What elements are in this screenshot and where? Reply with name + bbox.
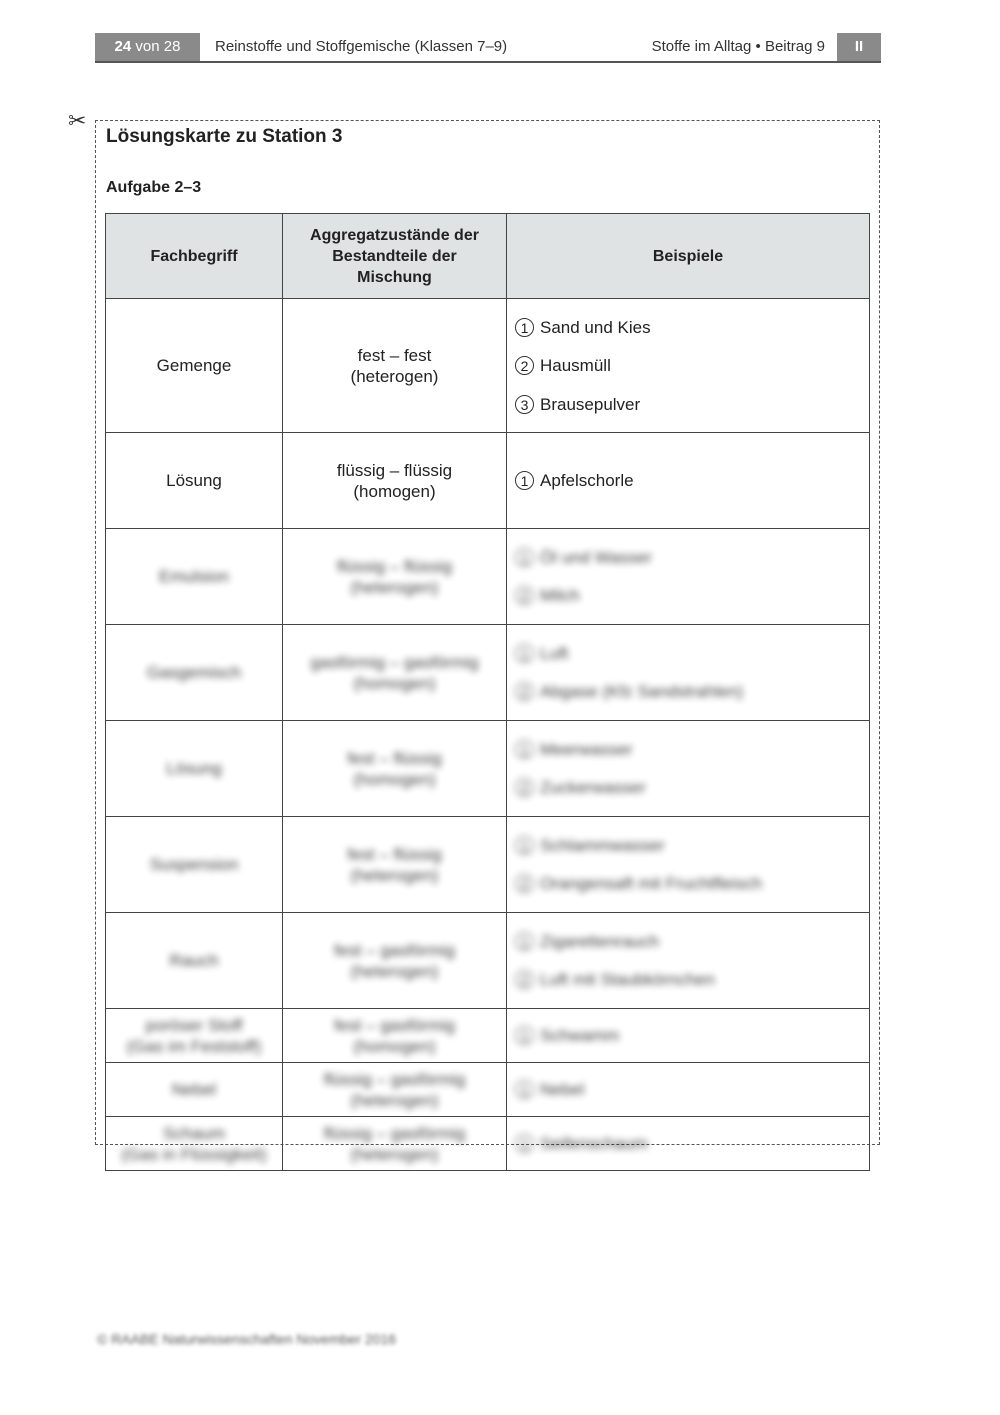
table-row <box>106 817 870 913</box>
example-item: 2 Orangensaft mit Fruchtfleisch <box>515 865 868 904</box>
table-row <box>106 299 870 433</box>
examples-cell <box>507 529 870 625</box>
examples-cell <box>507 817 870 913</box>
example-item: 1 Zigarettenrauch <box>515 922 868 961</box>
solution-table-wrapper <box>105 213 869 1171</box>
term-cell: Gasgemisch <box>106 625 283 721</box>
example-item: 1 Meerwasser <box>515 730 868 769</box>
state-cell: fest – gasförmig (homogen) <box>283 1009 507 1063</box>
series-title: Reinstoffe und Stoffgemische (Klassen 7–9) <box>215 38 508 55</box>
example-item: 1 Luft <box>515 634 868 673</box>
circled-number-icon: 1 <box>515 932 534 951</box>
example-item: 3 Brausepulver <box>515 385 868 424</box>
circled-number-icon: 3 <box>515 395 534 414</box>
circled-number-icon: 2 <box>515 682 534 701</box>
examples-cell <box>507 721 870 817</box>
term-cell: Nebel <box>106 1063 283 1117</box>
table-row <box>106 433 870 529</box>
circled-number-icon: 1 <box>515 1080 534 1099</box>
examples-cell <box>507 913 870 1009</box>
state-cell: fest – fest (heterogen) <box>283 299 507 433</box>
example-item: 2 Hausmüll <box>515 346 868 385</box>
examples-cell <box>507 299 870 433</box>
state-cell: flüssig – flüssig (homogen) <box>283 433 507 529</box>
page-number-badge: 24 von 28 <box>95 33 200 61</box>
term-cell: Schaum (Gas in Flüssigkeit) <box>106 1117 283 1171</box>
table-row <box>106 721 870 817</box>
state-cell: fest – flüssig (homogen) <box>283 721 507 817</box>
table-row <box>106 1009 870 1063</box>
examples-cell <box>507 433 870 529</box>
example-item: 1 Schlammwasser <box>515 826 868 865</box>
term-cell: Lösung <box>106 721 283 817</box>
solution-table <box>105 213 870 1171</box>
column-header-examples: Beispiele <box>507 214 870 299</box>
unit-title: Stoffe im Alltag • Beitrag 9 <box>651 38 825 55</box>
task-label: Aufgabe 2–3 <box>106 179 202 196</box>
example-item: 2 Abgase (Kfz Sandstrahlen) <box>515 673 868 712</box>
term-cell: Lösung <box>106 433 283 529</box>
table-row <box>106 625 870 721</box>
copyright-footer: © RAABE Naturwissenschaften November 2016 <box>97 1331 397 1347</box>
column-header-states: Aggregatzustände der Bestandteile der Mischung <box>283 214 507 299</box>
examples-cell <box>507 1117 870 1171</box>
circled-number-icon: 1 <box>515 318 534 337</box>
example-item: 1 Seifenschaum <box>515 1124 868 1163</box>
example-item: 1 Schwamm <box>515 1016 868 1055</box>
term-cell: Suspension <box>106 817 283 913</box>
level-badge: II <box>837 33 881 61</box>
state-cell: fest – flüssig (heterogen) <box>283 817 507 913</box>
example-item: 1 Sand und Kies <box>515 308 868 347</box>
state-cell: flüssig – gasförmig (heterogen) <box>283 1117 507 1171</box>
circled-number-icon: 2 <box>515 356 534 375</box>
state-cell: gasförmig – gasförmig (homogen) <box>283 625 507 721</box>
circled-number-icon: 1 <box>515 1026 534 1045</box>
circled-number-icon: 2 <box>515 778 534 797</box>
circled-number-icon: 1 <box>515 644 534 663</box>
circled-number-icon: 1 <box>515 740 534 759</box>
circled-number-icon: 1 <box>515 1134 534 1153</box>
state-cell: flüssig – flüssig (heterogen) <box>283 529 507 625</box>
page-header <box>95 33 881 63</box>
example-item: 2 Luft mit Staubkörnchen <box>515 961 868 1000</box>
term-cell: Emulsion <box>106 529 283 625</box>
table-row <box>106 529 870 625</box>
circled-number-icon: 1 <box>515 836 534 855</box>
table-row <box>106 1063 870 1117</box>
table-row <box>106 1117 870 1171</box>
circled-number-icon: 2 <box>515 586 534 605</box>
circled-number-icon: 1 <box>515 548 534 567</box>
table-header-row <box>106 214 870 299</box>
state-cell: flüssig – gasförmig (heterogen) <box>283 1063 507 1117</box>
example-item: 1 Apfelschorle <box>515 461 868 500</box>
example-item: 1 Öl und Wasser <box>515 538 868 577</box>
term-cell: Rauch <box>106 913 283 1009</box>
term-cell: Gemenge <box>106 299 283 433</box>
example-item: 2 Milch <box>515 577 868 616</box>
card-title: Lösungskarte zu Station 3 <box>106 126 343 147</box>
examples-cell <box>507 1063 870 1117</box>
example-item: 2 Zuckerwasser <box>515 769 868 808</box>
circled-number-icon: 1 <box>515 471 534 490</box>
scissors-icon: ✂ <box>68 108 87 133</box>
circled-number-icon: 2 <box>515 874 534 893</box>
examples-cell <box>507 1009 870 1063</box>
term-cell: poröser Stoff (Gas im Feststoff) <box>106 1009 283 1063</box>
table-row <box>106 913 870 1009</box>
circled-number-icon: 2 <box>515 970 534 989</box>
column-header-term: Fachbegriff <box>106 214 283 299</box>
example-item: 1 Nebel <box>515 1070 868 1109</box>
state-cell: fest – gasförmig (heterogen) <box>283 913 507 1009</box>
examples-cell <box>507 625 870 721</box>
